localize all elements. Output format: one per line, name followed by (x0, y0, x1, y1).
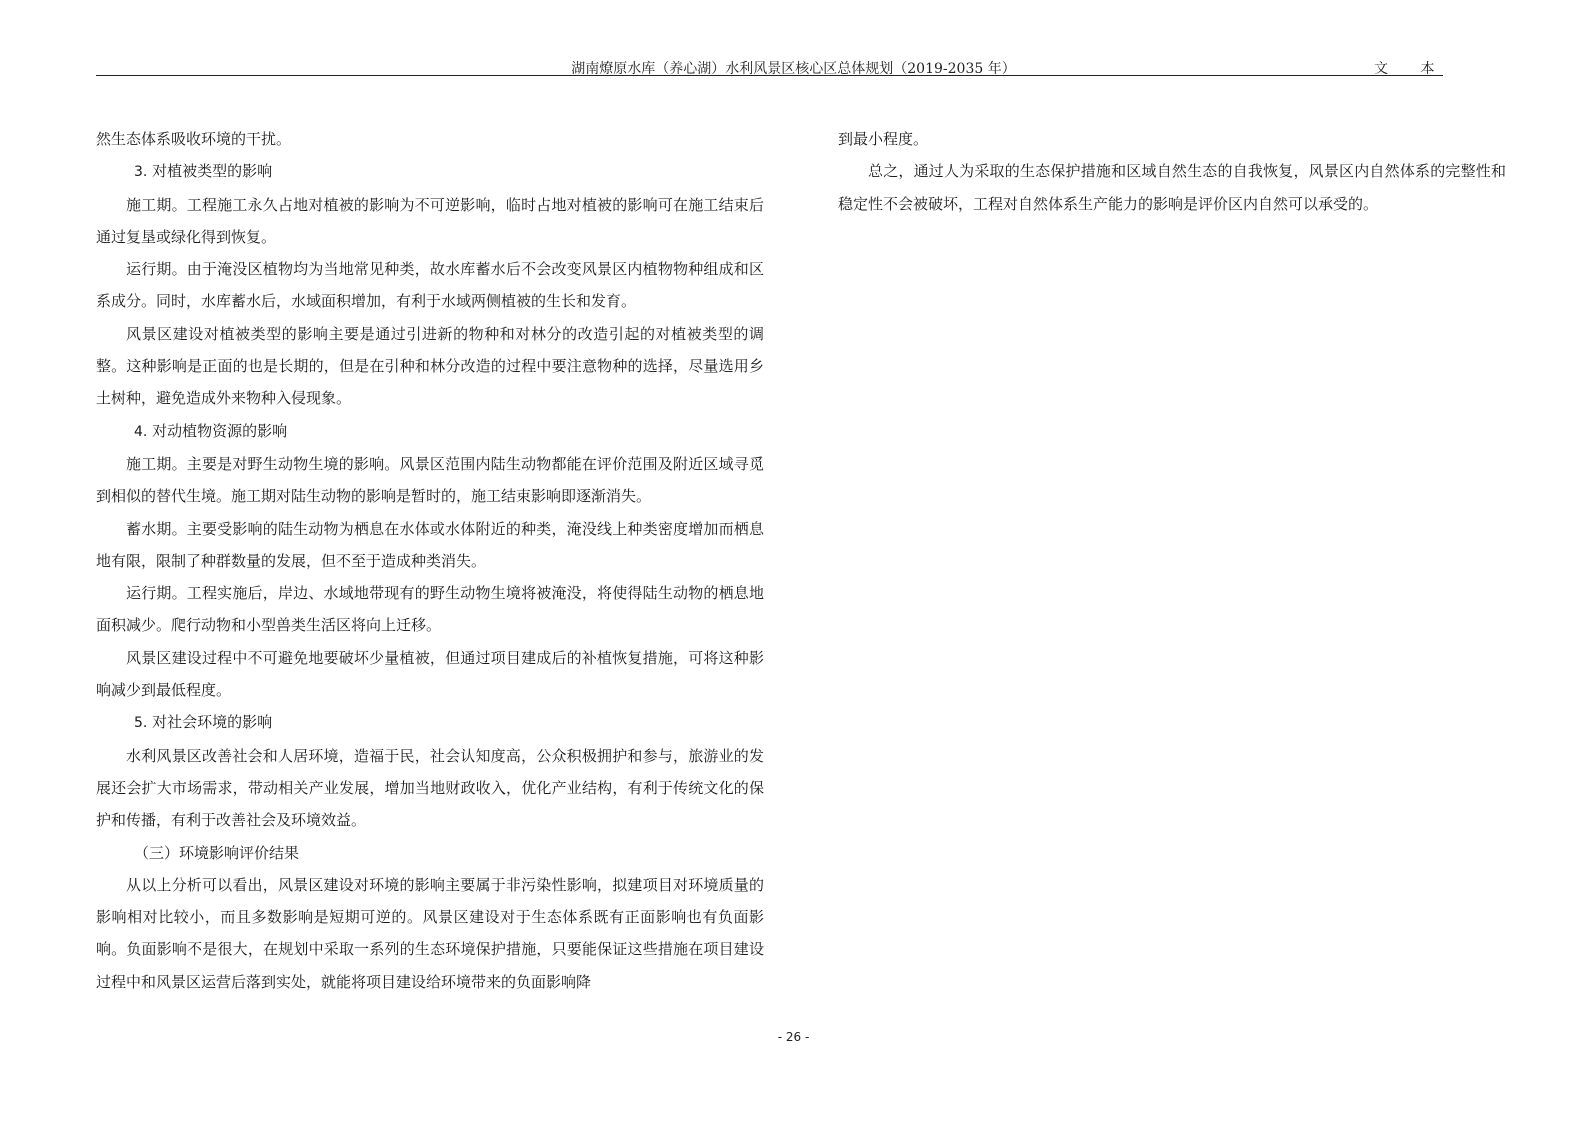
paragraph: 风景区建设对植被类型的影响主要是通过引进新的物种和对林分的改造引起的对植被类型的调整。这种影响是正面的也是长期的，但是在引种和林分改造的过程中要注意物种的选择，尽量选用乡土树种，避免造成外来物种入侵现象。 (96, 324, 764, 408)
paragraph: 到最小程度。 (838, 130, 929, 148)
heading-text: 对植被类型的影响 (147, 162, 273, 181)
paragraph: 运行期。工程实施后，岸边、水域地带现有的野生动物生境将被淹没，将使得陆生动物的栖息地面积减少。爬行动物和小型兽类生活区将向上迁移。 (96, 584, 764, 635)
paragraph: 蓄水期。主要受影响的陆生动物为栖息在水体或水体附近的种类，淹没线上种类密度增加而栖息地有限，限制了种群数量的发展，但不至于造成种类消失。 (96, 519, 764, 570)
paragraph: 从以上分析可以看出，风景区建设对环境的影响主要属于非污染性影响，拟建项目对环境质量的影响相对比较小，而且多数影响是短期可逆的。风景区建设对于生态体系既有正面影响也有负面影响。负面影响不是很大，在规划中采取一系列的生态环境保护措施，只要能保证这些措施在项目建设过程中和风景区运营后落到实处，就能将项目建设给环境带来的负面影响降 (96, 875, 764, 991)
section-label: 文 本 (1374, 61, 1449, 77)
paragraph: 施工期。工程施工永久占地对植被的影响为不可逆影响，临时占地对植被的影响可在施工结束后通过复垦或绿化得到恢复。 (96, 195, 764, 246)
paragraph: 运行期。由于淹没区植物均为当地常见种类，故水库蓄水后不会改变风景区内植物物种组成和区系成分。同时，水库蓄水后，水域面积增加，有利于水域两侧植被的生长和发育。 (96, 260, 764, 311)
paragraph: 风景区建设过程中不可避免地要破坏少量植被，但通过项目建成后的补植恢复措施，可将这种影响减少到最低程度。 (96, 648, 764, 700)
paragraph: 水利风景区改善社会和人居环境，造福于民，社会认知度高，公众积极拥护和参与，旅游业的发展还会扩大市场需求，带动相关产业发展，增加当地财政收入，优化产业结构，有利于传统文化的保护和传播，有利于改善社会及环境效益。 (96, 746, 764, 830)
subsection-heading: （三）环境影响评价结果 (134, 843, 300, 862)
heading-number: 5. (134, 715, 148, 732)
heading-number: 4. (134, 423, 148, 440)
right-column (838, 123, 1506, 220)
section-heading (96, 415, 764, 448)
left-column (96, 123, 764, 998)
heading-text: 对动植物资源的影响 (147, 421, 288, 440)
paragraph: 施工期。主要是对野生动物生境的影响。风景区范围内陆生动物都能在评价范围及附近区域寻觅到相似的替代生境。施工期对陆生动物的影响是暂时的，施工结束影响即逐渐消失。 (96, 454, 764, 506)
section-heading (96, 155, 764, 188)
heading-text: 对社会环境的影响 (147, 713, 273, 732)
section-heading (96, 706, 764, 739)
paragraph: 总之，通过人为采取的生态保护措施和区域自然生态的自我恢复，风景区内自然体系的完整性和稳定性不会被破坏，工程对自然体系生产能力的影响是评价区内自然可以承受的。 (838, 162, 1506, 213)
document-title: 湖南燎原水库（养心湖）水利风景区核心区总体规划（2019-2035 年） (571, 61, 1016, 77)
paragraph: 然生态体系吸收环境的干扰。 (96, 130, 292, 148)
heading-number: 3. (134, 164, 148, 181)
page-number: - 26 - (777, 1030, 810, 1044)
header-divider (96, 75, 1443, 76)
